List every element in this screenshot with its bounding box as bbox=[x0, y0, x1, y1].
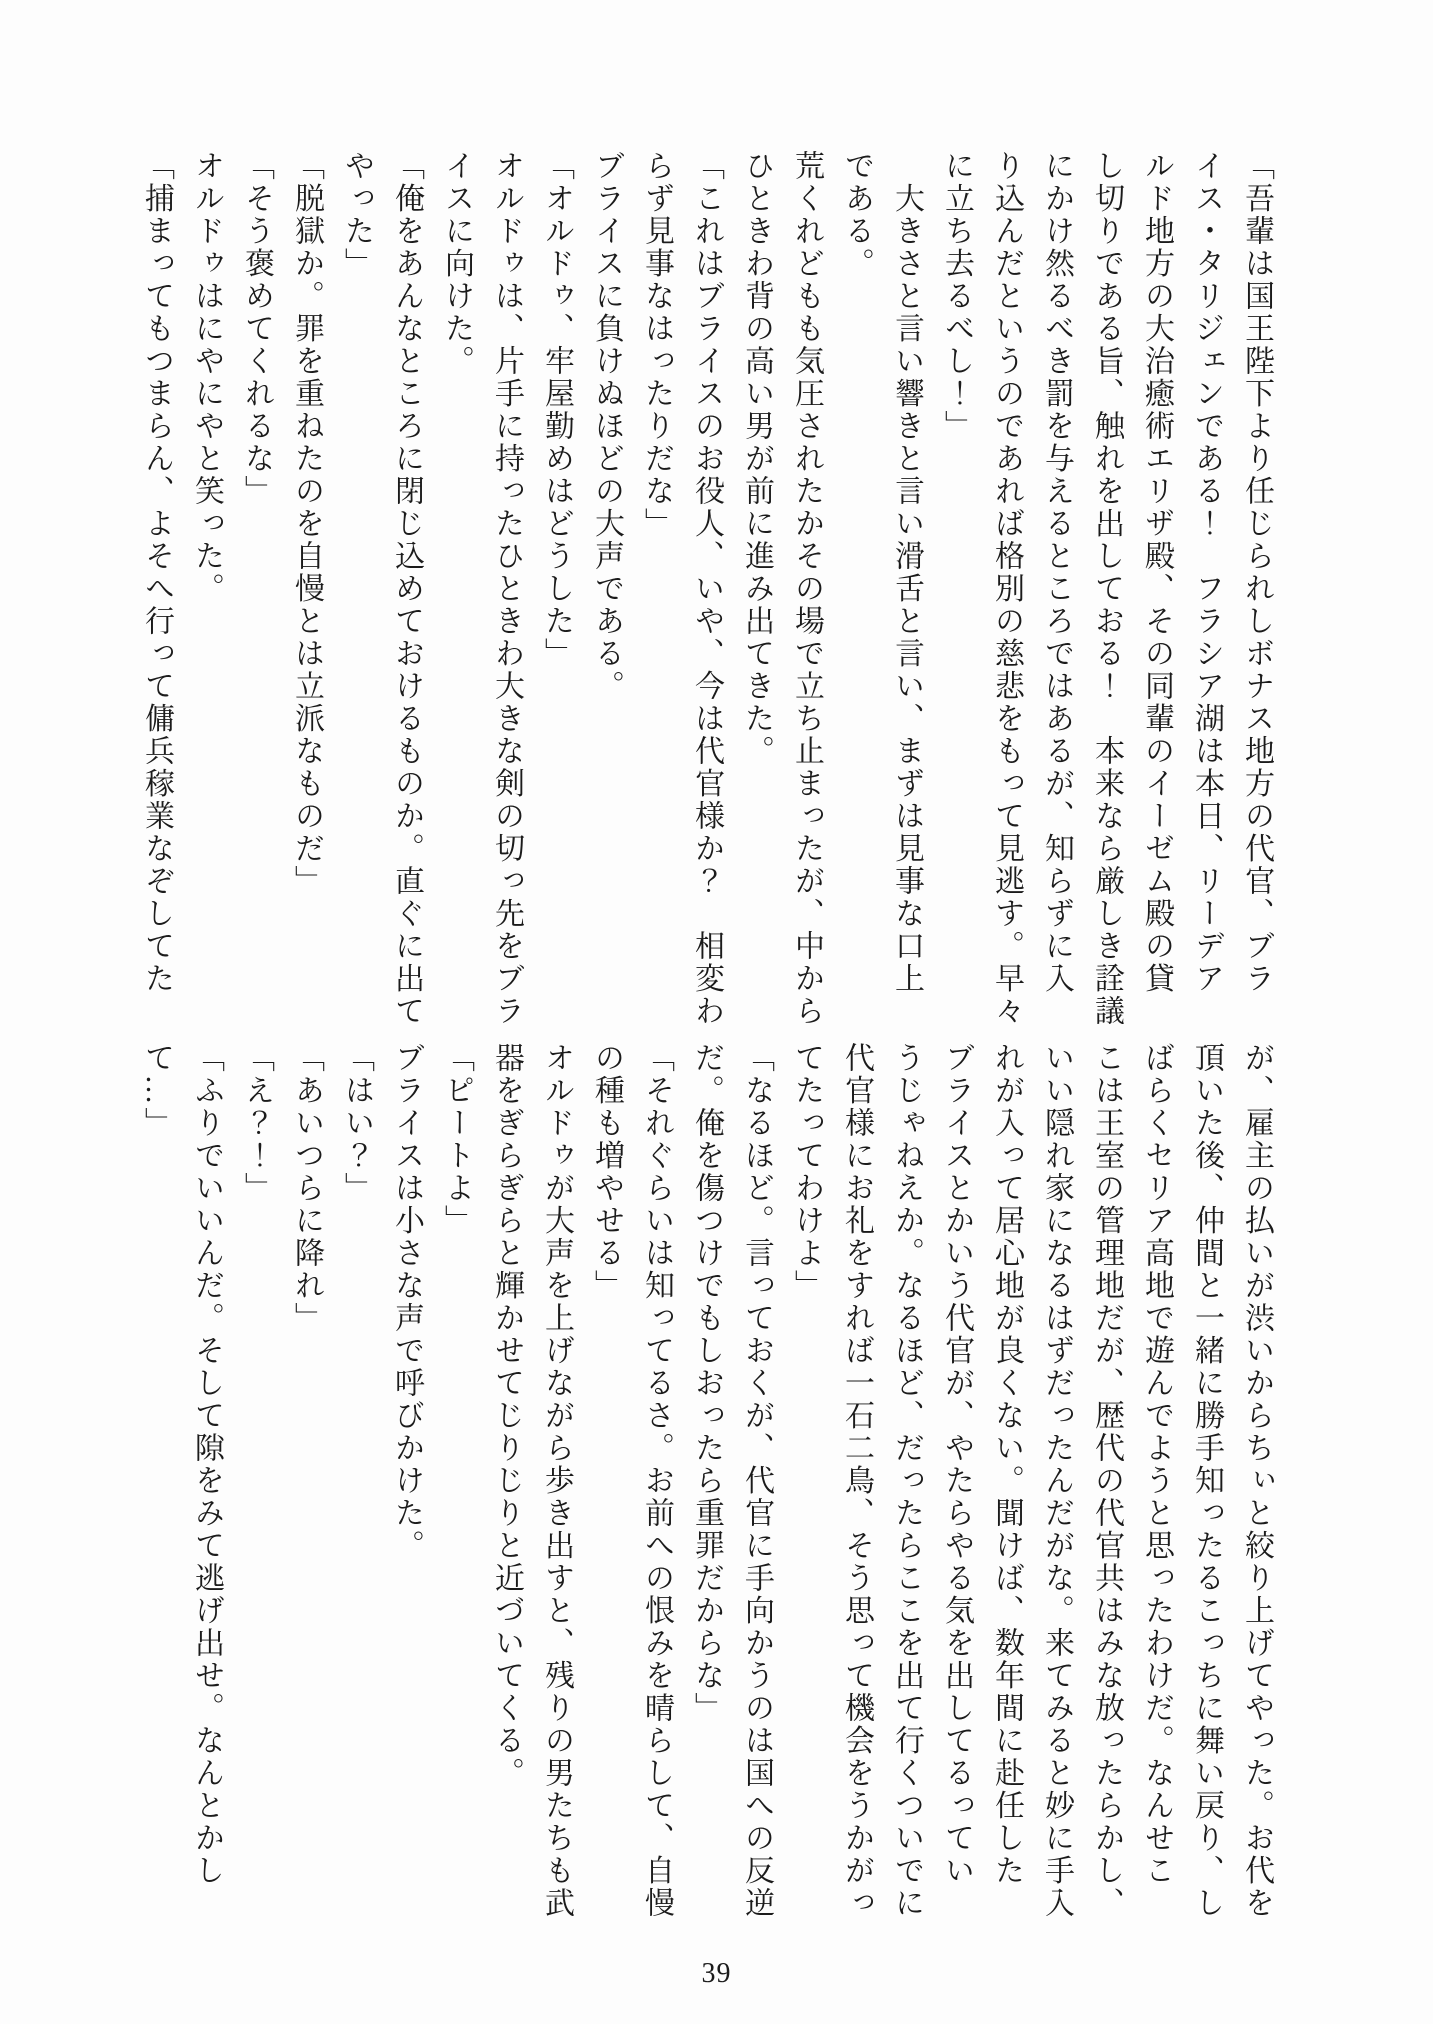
text-line: 「え？！」 bbox=[240, 1042, 273, 1205]
text-line: 「それぐらいは知ってるさ。お前への恨みを晴らして、自慢 bbox=[640, 1042, 673, 1920]
text-line: の種も増やせる」 bbox=[590, 1042, 623, 1302]
text-line: 「ふりでいいんだ。そして隙をみて逃げ出せ。なんとかし bbox=[190, 1042, 223, 1887]
text-line: 「これはブライスのお役人、いや、今は代官様か？ 相変わ bbox=[690, 150, 723, 1028]
text-line: ブライスは小さな声で呼びかけた。 bbox=[390, 1042, 423, 1562]
text-line: である。 bbox=[840, 150, 873, 280]
text-line: 「はい？」 bbox=[340, 1042, 373, 1205]
text-line: 頂いた後、仲間と一緒に勝手知ったるこっちに舞い戻り、し bbox=[1190, 1042, 1223, 1920]
text-line: オルドゥが大声を上げながら歩き出すと、残りの男たちも武 bbox=[540, 1042, 573, 1920]
text-line: らず見事なはったりだな」 bbox=[640, 150, 673, 540]
text-line: オルドゥは、片手に持ったひときわ大きな剣の切っ先をブラ bbox=[490, 150, 523, 1028]
text-block-top bbox=[131, 150, 1281, 1028]
text-line: し切りである旨、触れを出しておる！ 本来なら厳しき詮議 bbox=[1090, 150, 1123, 1028]
text-line: 大きさと言い響きと言い滑舌と言い、まずは見事な口上 bbox=[890, 150, 923, 995]
text-line: ルド地方の大治癒術エリザ殿、その同輩のイーゼム殿の貸 bbox=[1140, 150, 1173, 995]
text-line: 代官様にお礼をすれば一石二鳥、そう思って機会をうかがっ bbox=[840, 1042, 873, 1920]
text-line: 「なるほど。言っておくが、代官に手向かうのは国への反逆 bbox=[740, 1042, 773, 1920]
text-line: が、雇主の払いが渋いからちぃと絞り上げてやった。お代を bbox=[1240, 1042, 1273, 1920]
text-line: ばらくセリア高地で遊んでようと思ったわけだ。なんせこ bbox=[1140, 1042, 1173, 1887]
text-line: だ。俺を傷つけでもしおったら重罪だからな」 bbox=[690, 1042, 723, 1725]
text-line: うじゃねえか。なるほど、だったらここを出て行くついでに bbox=[890, 1042, 923, 1920]
text-line: てたってわけよ」 bbox=[790, 1042, 823, 1302]
text-line: 「オルドゥ、牢屋勤めはどうした」 bbox=[540, 150, 573, 670]
text-line: て…」 bbox=[140, 1042, 173, 1140]
text-line: 「俺をあんなところに閉じ込めておけるものか。直ぐに出て bbox=[390, 150, 423, 1028]
text-line: イス・タリジェンである！ フラシア湖は本日、リーデア bbox=[1190, 150, 1223, 995]
text-line: にかけ然るべき罰を与えるところではあるが、知らずに入 bbox=[1040, 150, 1073, 995]
text-line: 「あいつらに降れ」 bbox=[290, 1042, 323, 1335]
text-line: り込んだというのであれば格別の慈悲をもって見逃す。早々 bbox=[990, 150, 1023, 1028]
text-line: 「吾輩は国王陛下より任じられしボナス地方の代官、ブラ bbox=[1240, 150, 1273, 995]
text-block-bottom bbox=[131, 1042, 1281, 1920]
text-line: 「脱獄か。罪を重ねたのを自慢とは立派なものだ」 bbox=[290, 150, 323, 898]
text-line: ブライスに負けぬほどの大声である。 bbox=[590, 150, 623, 703]
text-line: オルドゥはにやにやと笑った。 bbox=[190, 150, 223, 605]
text-line: 「ピートよ」 bbox=[440, 1042, 473, 1237]
text-line: イスに向けた。 bbox=[440, 150, 473, 378]
text-line: ブライスとかいう代官が、やたらやる気を出してるってい bbox=[940, 1042, 973, 1887]
text-line: れが入って居心地が良くない。聞けば、数年間に赴任した bbox=[990, 1042, 1023, 1887]
text-line: 器をぎらぎらと輝かせてじりじりと近づいてくる。 bbox=[490, 1042, 523, 1790]
text-line: こは王室の管理地だが、歴代の代官共はみな放ったらかし、 bbox=[1090, 1042, 1123, 1920]
page-number: 39 bbox=[701, 1958, 732, 1989]
text-line: 「捕まってもつまらん、よそへ行って傭兵稼業なぞしてた bbox=[140, 150, 173, 995]
text-line: に立ち去るべし！」 bbox=[940, 150, 973, 443]
text-line: 「そう褒めてくれるな」 bbox=[240, 150, 273, 508]
text-line: ひときわ背の高い男が前に進み出てきた。 bbox=[740, 150, 773, 768]
text-line: やった」 bbox=[340, 150, 373, 280]
text-line: いい隠れ家になるはずだったんだがな。来てみると妙に手入 bbox=[1040, 1042, 1073, 1920]
text-line: 荒くれどもも気圧されたかその場で立ち止まったが、中から bbox=[790, 150, 823, 1028]
